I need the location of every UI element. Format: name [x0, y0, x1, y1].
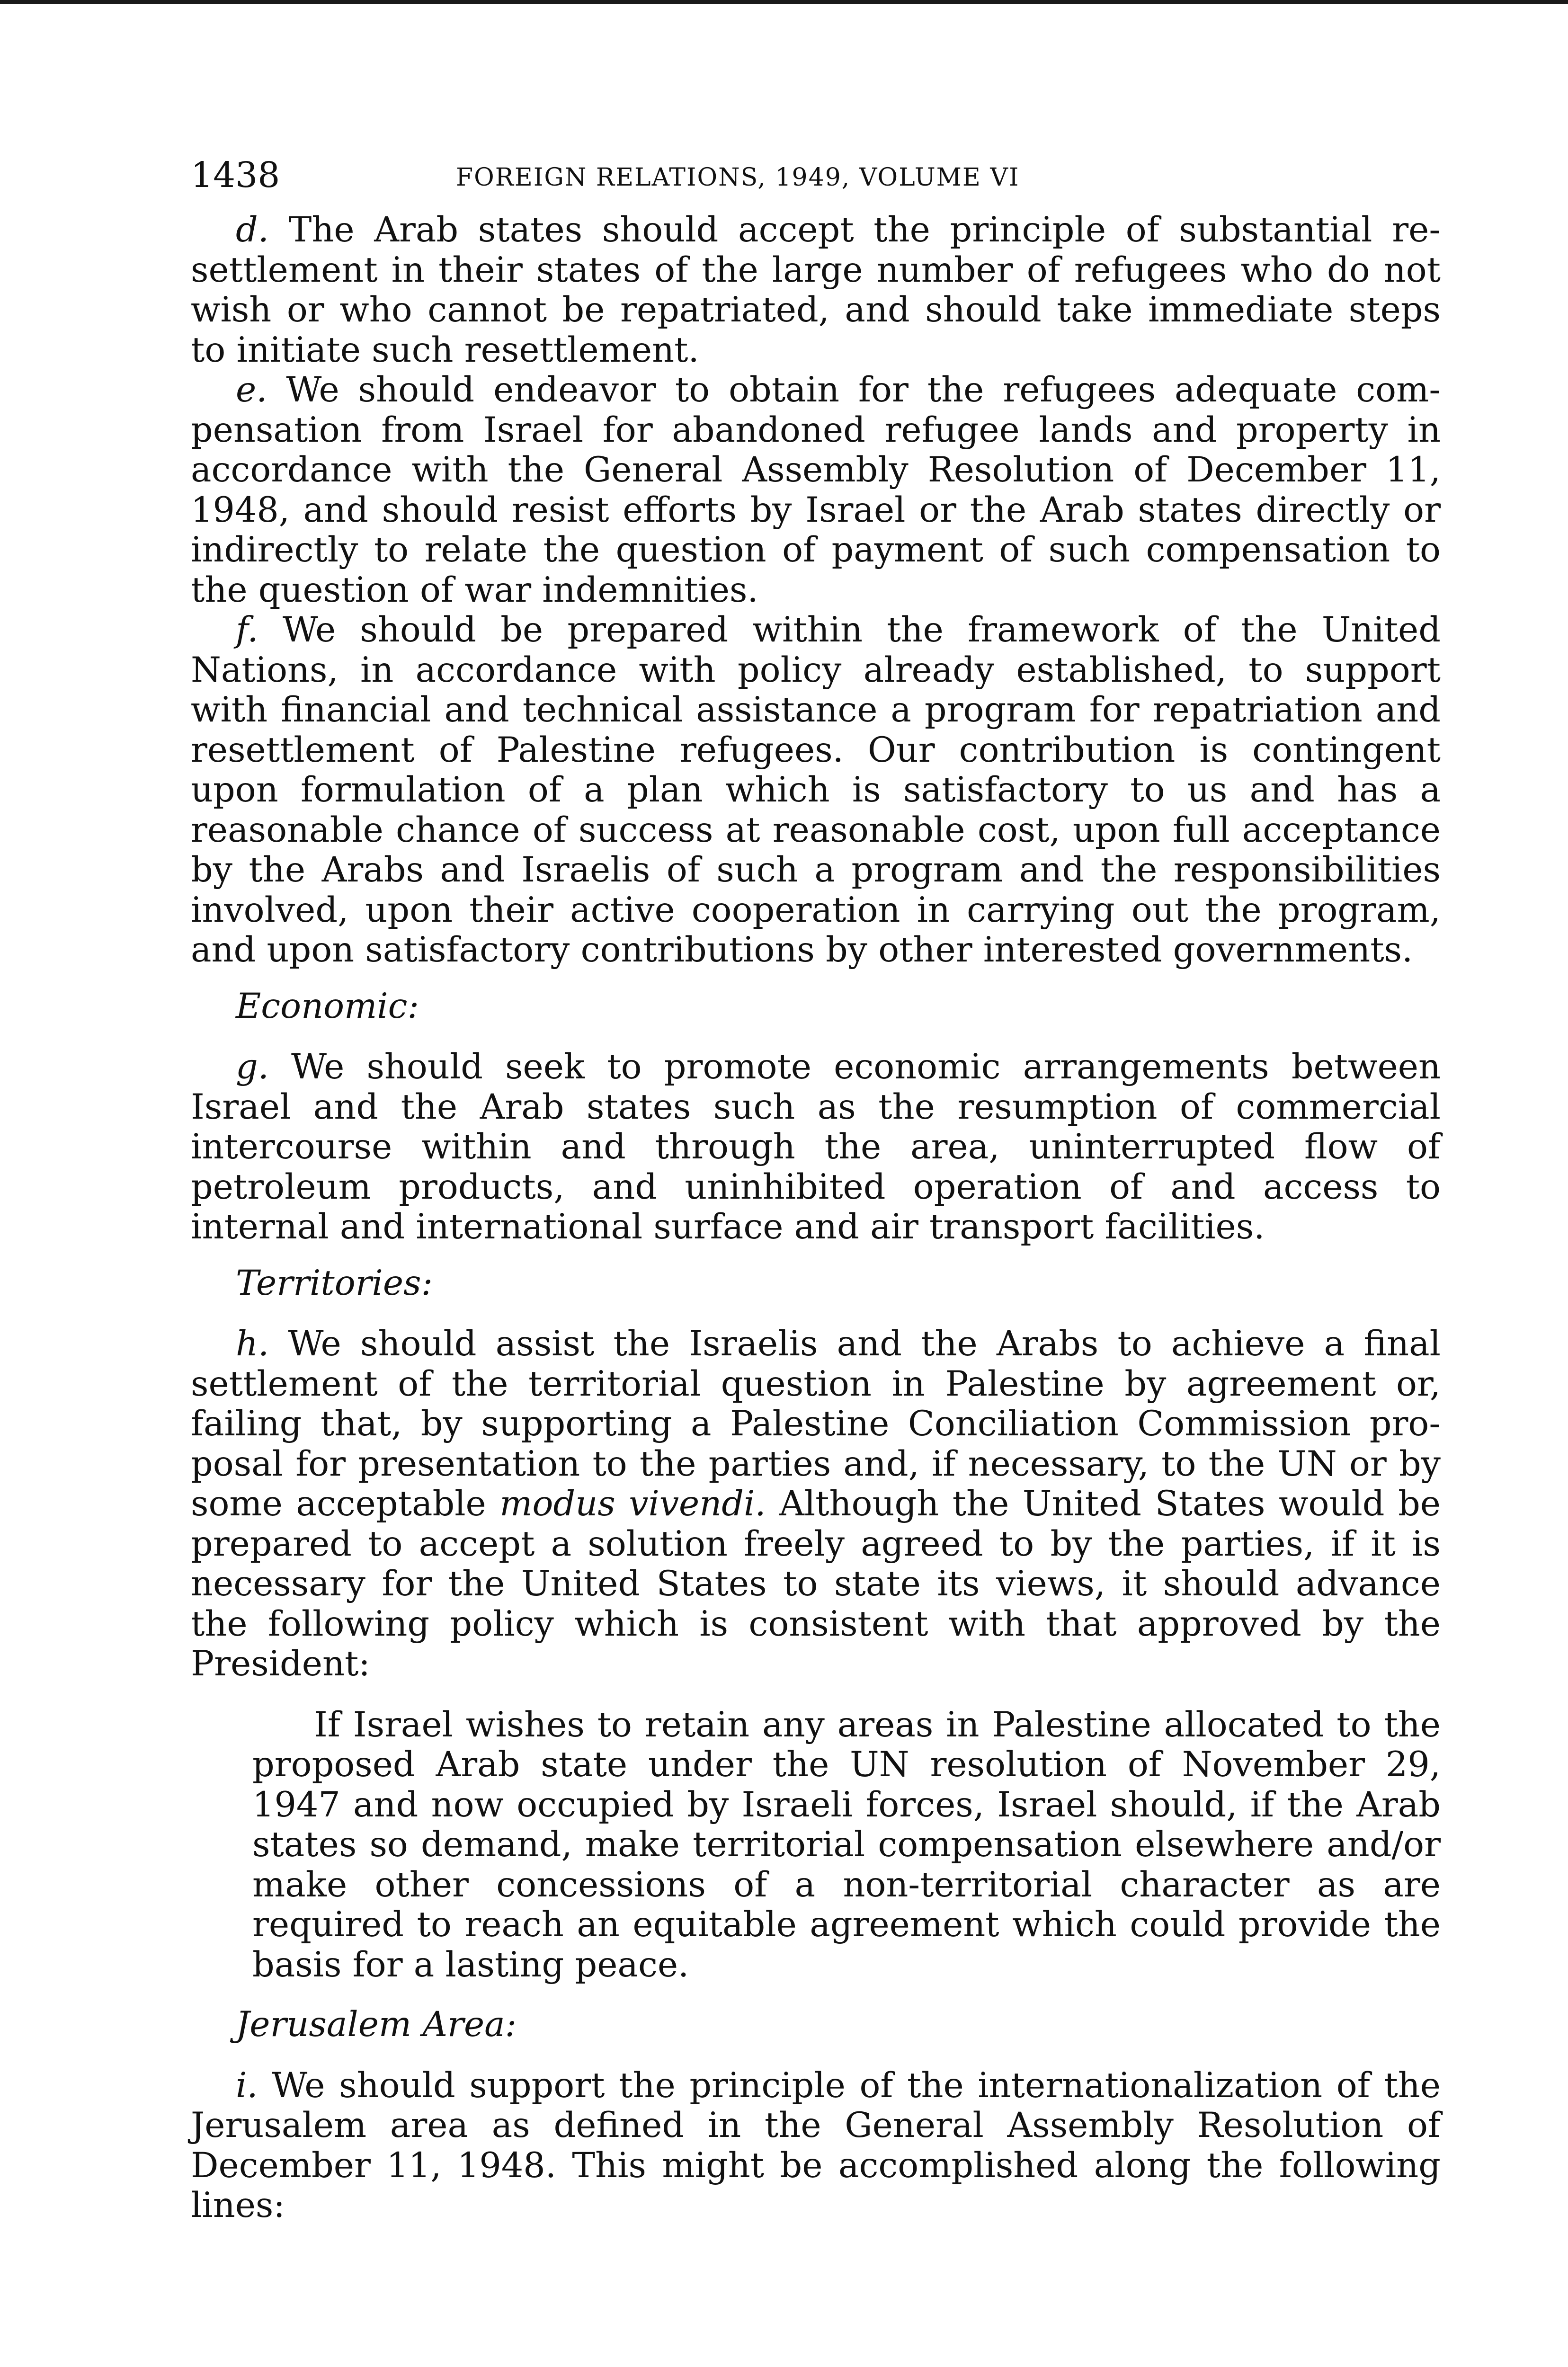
paragraph-f	[191, 610, 1441, 970]
paragraph-h-italic: modus vivendi.	[499, 1484, 766, 1524]
paragraph-d-letter: d.	[236, 210, 269, 250]
paragraph-e-text: We should endeavor to obtain for the refugees adequate compensation from Israel for abandoned refugee lands and property in accordance with the General Assembly Resolution of December 11, 1948, and should resist efforts by Israel or the Arab states directly or indirectly to relate the question of payment of such compensation to the question of war indemnities.	[191, 370, 1441, 610]
scan-top-edge	[0, 0, 1568, 4]
paragraph-g-letter: g.	[236, 1047, 269, 1087]
paragraph-g-text: We should seek to promote economic arrangements between Israel and the Arab states such as the resumption of commercial intercourse within and through the area, uninterrupted flow of petroleum products, and uninhibited operation of and access to internal and international surface and air transport facilities.	[191, 1047, 1441, 1247]
paragraph-e-letter: e.	[236, 370, 267, 410]
paragraph-g	[191, 1047, 1441, 1247]
heading-economic: Economic:	[236, 986, 419, 1026]
paragraph-i-text: We should support the principle of the internationalization of the Jerusalem area as defined in the General Assembly Resolution of December 11, 1948. This might be accomplished along the following lines:	[191, 2065, 1441, 2225]
paragraph-i	[191, 2066, 1441, 2226]
paragraph-h-letter: h.	[236, 1324, 269, 1364]
paragraph-i-letter: i.	[236, 2065, 258, 2106]
paragraph-d	[191, 210, 1441, 370]
heading-jerusalem: Jerusalem Area:	[236, 2004, 517, 2045]
paragraph-h	[191, 1324, 1441, 1684]
running-head	[191, 151, 1441, 204]
paragraph-h-text-before: We should assist the Israelis and the Arabs to achieve a final settlement of the territorial question in Palestine by agreement or, failing that, by supporting a Palestine Conciliation Commission proposal for presentation to the parties and, if necessary, to the UN or by some acceptable	[191, 1324, 1441, 1524]
paragraph-f-text: We should be prepared within the framework of the United Nations, in accordance with policy already established, to support with financial and technical assistance a program for repatriation and resettlement of Palestine refugees. Our contribution is contingent upon formulation of a plan which is satisfactory to us and has a reasonable chance of success at reasonable cost, upon full acceptance by the Arabs and Israelis of such a program and the responsibilities involved, upon their active cooperation in carrying out the program, and upon satisfactory contributions by other interested governments.	[191, 610, 1441, 970]
document-page	[191, 151, 1441, 2226]
paragraph-f-letter: f.	[236, 610, 258, 650]
running-title: FOREIGN RELATIONS, 1949, VOLUME VI	[456, 163, 1020, 192]
heading-territories: Territories:	[236, 1263, 433, 1303]
paragraph-e	[191, 370, 1441, 610]
block-quote: If Israel wishes to retain any areas in Palestine allocated to the proposed Arab state under the UN resolution of November 29, 1947 and now occupied by Israeli forces, Israel should, if the Arab states so demand, make territorial compensation elsewhere and/or make other concessions of a non-territorial character as are required to reach an equitable agreement which could provide the basis for a lasting peace.	[252, 1704, 1441, 1985]
page-number: 1438	[191, 155, 280, 196]
paragraph-d-text: The Arab states should accept the principle of substantial resettlement in their states of the large number of refugees who do not wish or who cannot be repatriated, and should take immediate steps to initiate such resettlement.	[191, 210, 1441, 370]
paragraph-h-text-after: Although the United States would be prepared to accept a solution freely agreed to by the parties, if it is necessary for the United States to state its views, it should advance the following policy which is consistent with that approved by the President:	[191, 1484, 1441, 1684]
